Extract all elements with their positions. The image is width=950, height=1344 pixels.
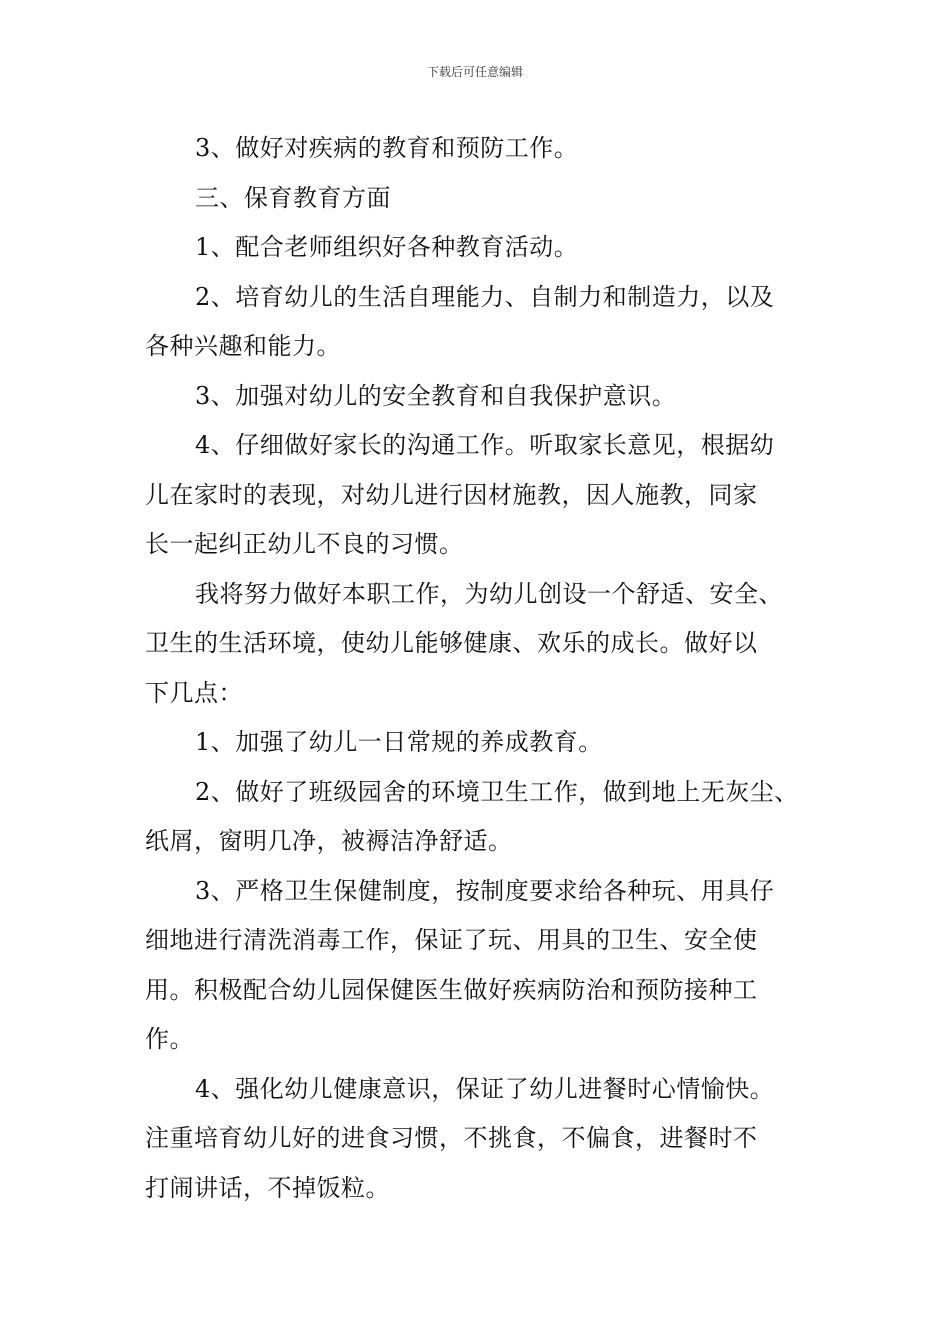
text-line: 卫生的生活环境，使幼儿能够健康、欢乐的成长。做好以 xyxy=(145,629,758,657)
page-header: 下载后可任意编辑 xyxy=(426,65,523,79)
text-line: 3、做好对疾病的教育和预防工作。 xyxy=(195,134,579,162)
text-line: 儿在家时的表现，对幼儿进行因材施教，因人施教，同家 xyxy=(145,480,758,509)
text-line: 作。 xyxy=(145,1025,194,1053)
text-line: 下几点： xyxy=(145,678,243,707)
section-heading: 三、保育教育方面 xyxy=(195,183,391,212)
text-line: 2、做好了班级园舍的环境卫生工作，做到地上无灰尘、 xyxy=(195,777,799,806)
document-body xyxy=(145,124,810,1213)
text-line: 各种兴趣和能力。 xyxy=(145,332,341,360)
text-line: 注重培育幼儿好的进食习惯，不挑食，不偏食，进餐时不 xyxy=(145,1124,758,1152)
text-line: 纸屑，窗明几净，被褥洁净舒适。 xyxy=(145,827,513,855)
text-line: 3、加强对幼儿的安全教育和自我保护意识。 xyxy=(195,381,677,410)
text-line: 2、培育幼儿的生活自理能力、自制力和制造力，以及 xyxy=(195,282,775,311)
text-line: 4、强化幼儿健康意识，保证了幼儿进餐时心情愉快。 xyxy=(195,1074,775,1103)
text-line: 3、严格卫生保健制度，按制度要求给各种玩、用具仔 xyxy=(195,876,775,905)
text-line: 打闹讲话，不掉饭粒。 xyxy=(145,1173,390,1202)
text-line: 长一起纠正幼儿不良的习惯。 xyxy=(145,530,464,558)
text-line: 用。积极配合幼儿园保健医生做好疾病防治和预防接种工 xyxy=(145,975,758,1004)
text-line: 细地进行清洗消毒工作，保证了玩、用具的卫生、安全使 xyxy=(145,926,758,954)
text-line: 我将努力做好本职工作，为幼儿创设一个舒适、安全、 xyxy=(195,579,783,608)
text-line: 4、仔细做好家长的沟通工作。听取家长意见，根据幼 xyxy=(195,431,775,459)
text-line: 1、加强了幼儿一日常规的养成教育。 xyxy=(195,728,603,756)
text-line: 1、配合老师组织好各种教育活动。 xyxy=(195,233,579,261)
